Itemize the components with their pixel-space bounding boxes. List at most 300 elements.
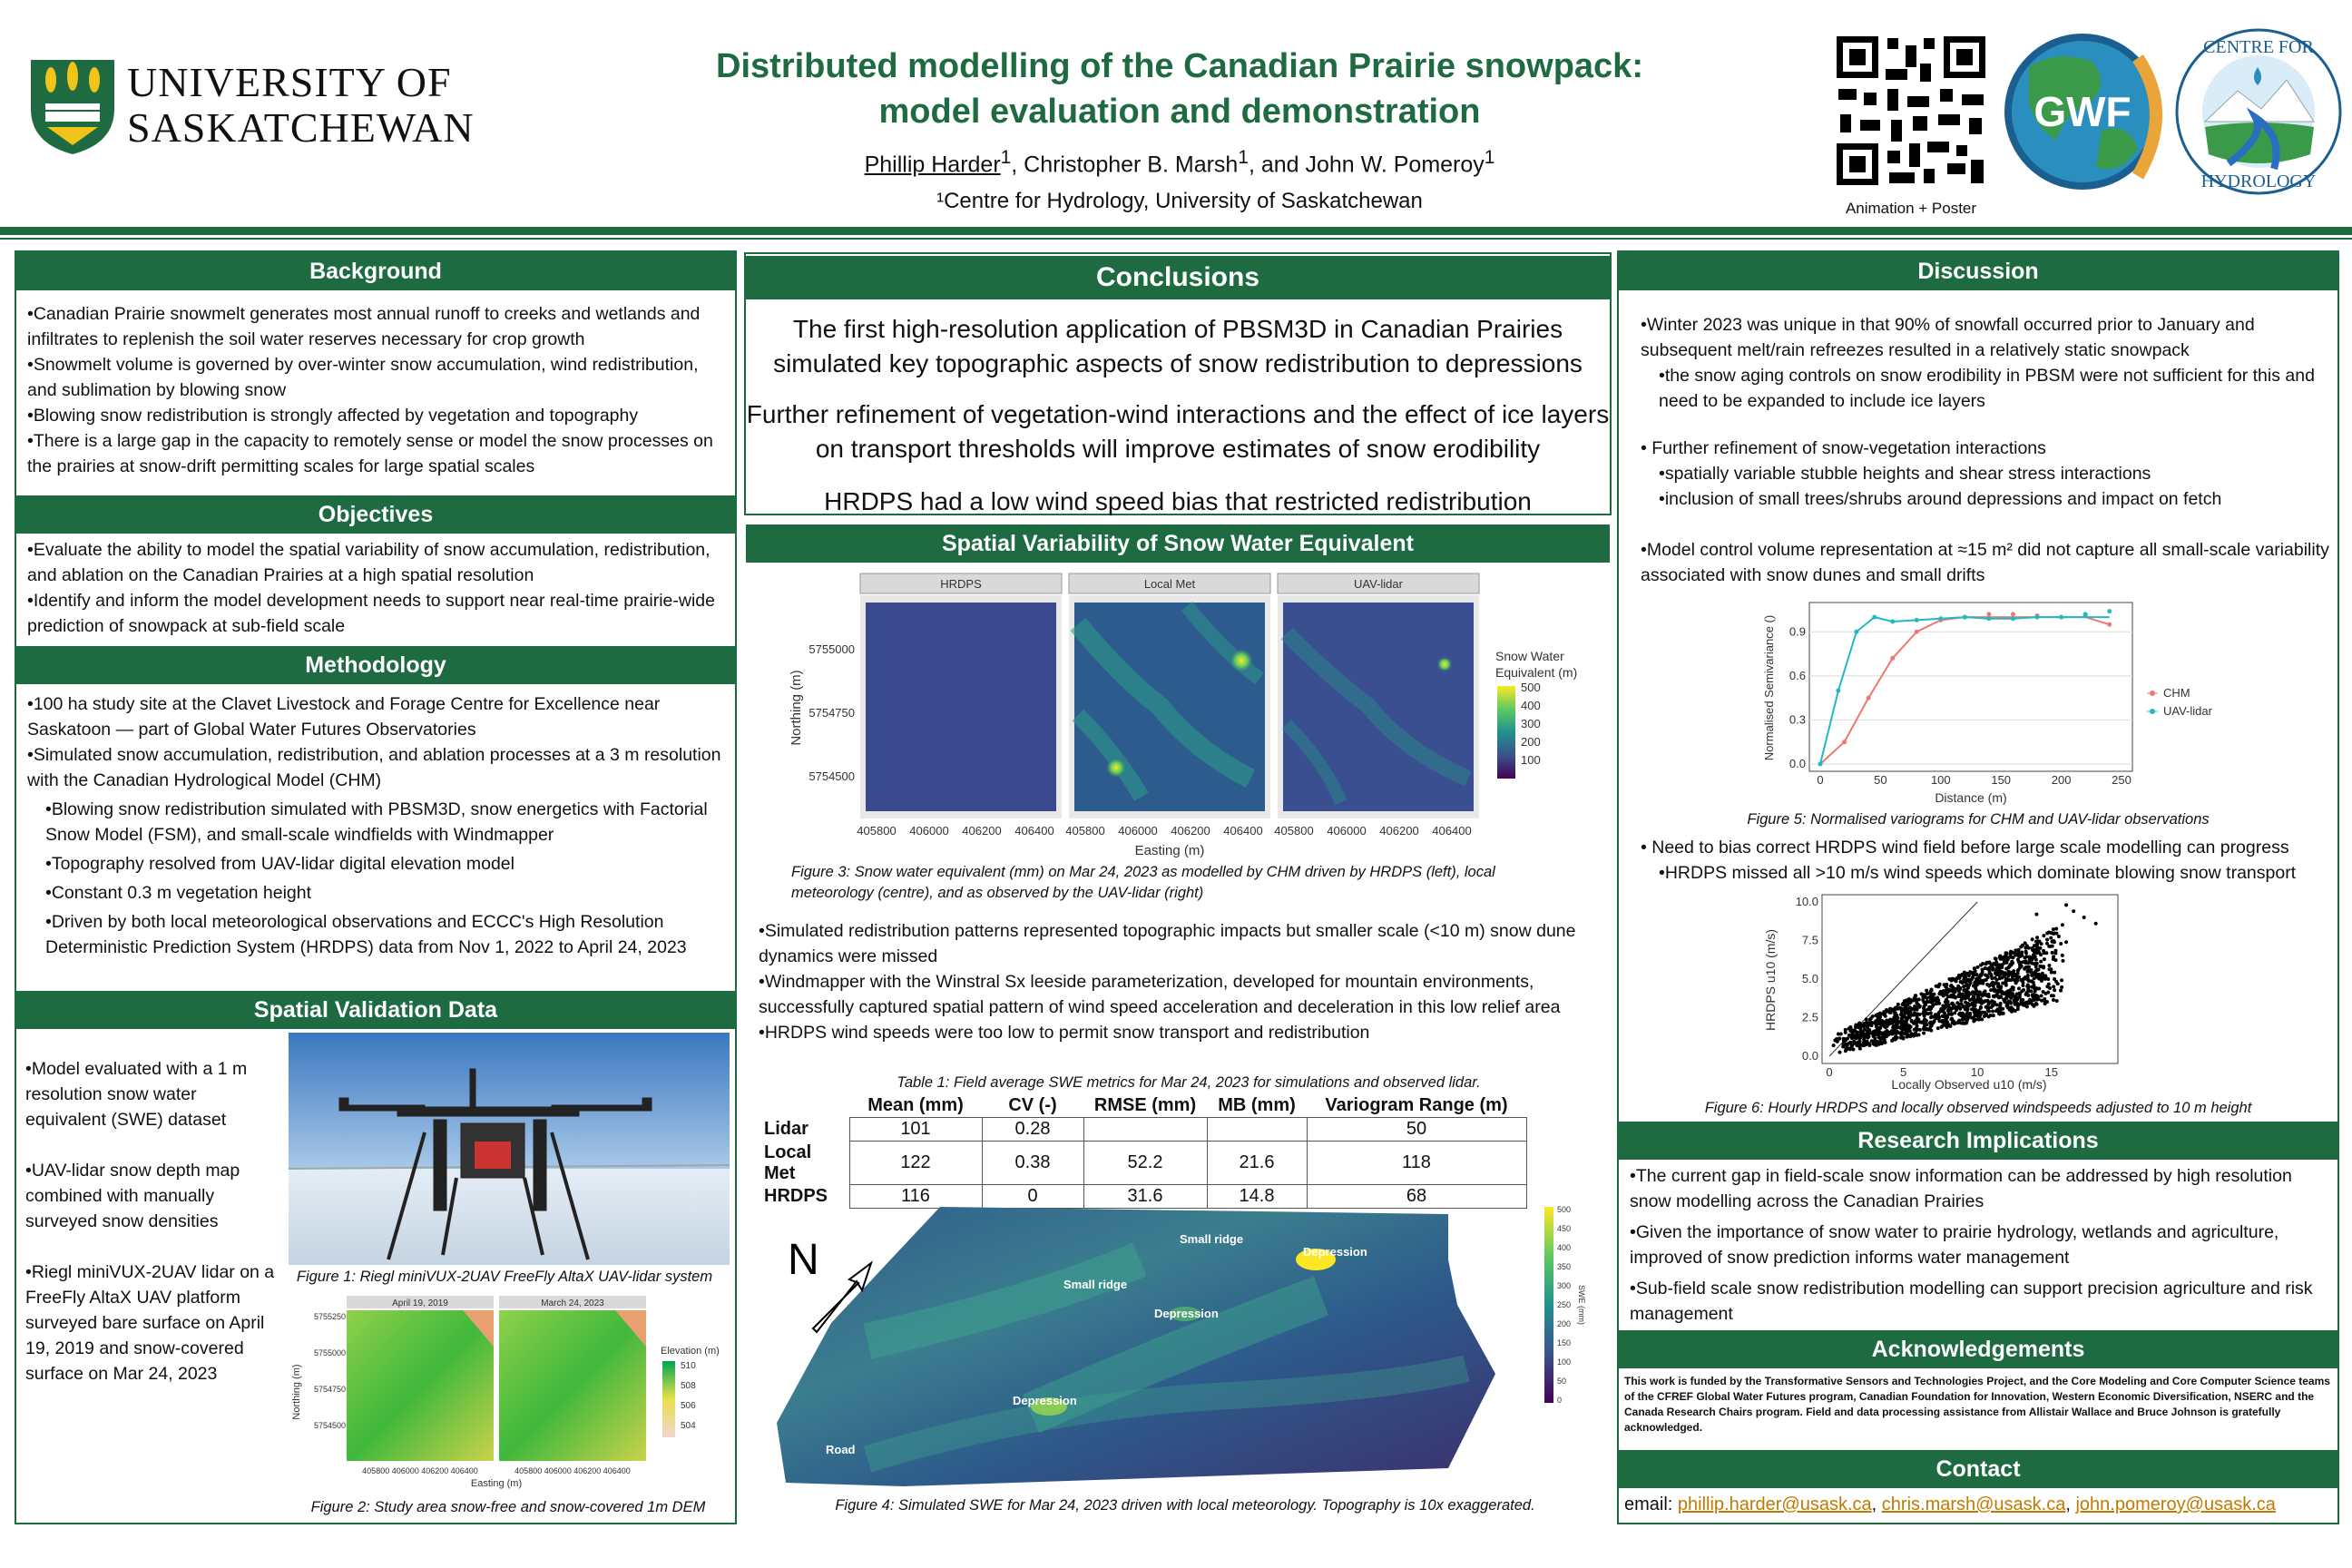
- fig6-point: [1923, 1025, 1926, 1029]
- fig6-ytick: 5.0: [1801, 972, 1818, 985]
- fig6-ytick: 7.5: [1801, 933, 1818, 947]
- fig6-point: [2009, 971, 2013, 975]
- conclusion-1: The first high-resolution application of PBSM3D in Canadian Prairies simulated key topographic aspects of snow redistribution to depressions: [773, 315, 1583, 377]
- fig6-point: [1908, 1005, 1912, 1009]
- fig6-point: [1913, 1011, 1916, 1014]
- fig4-legend-tick: 350: [1557, 1262, 1572, 1271]
- fig5-ytick: 0.9: [1788, 624, 1806, 639]
- fig6-point: [2038, 939, 2042, 943]
- fig6-point: [1949, 989, 1953, 993]
- fig6-point: [1963, 1022, 1966, 1025]
- fig6-point: [2042, 934, 2045, 937]
- fig4-legend-tick: 300: [1557, 1281, 1572, 1290]
- fig6-point: [1906, 1003, 1909, 1006]
- fig2-ytick: 5754750: [314, 1385, 347, 1394]
- fig6-point: [1976, 1016, 1980, 1020]
- table-cell: 68: [1307, 1185, 1526, 1209]
- fig6-point: [1945, 1005, 1949, 1009]
- affiliation: ¹Centre for Hydrology, University of Saskatchewan: [936, 189, 1423, 213]
- fig6-point: [2059, 942, 2063, 946]
- fig6-point: [2045, 932, 2049, 936]
- fig6-xlabel: Locally Observed u10 (m/s): [1891, 1077, 2047, 1092]
- fig3-legend-tick: 200: [1521, 735, 1541, 749]
- fig5-point: [1915, 618, 1919, 622]
- fig6-point: [2021, 944, 2024, 947]
- fig4-legend-tick: 450: [1557, 1224, 1572, 1233]
- research-item: •Given the importance of snow water to prairie hydrology, wetlands and agriculture, improved of snow prediction informs water management: [1630, 1222, 2279, 1268]
- fig6-point: [1917, 997, 1921, 1001]
- fig6-point: [2043, 997, 2046, 1001]
- table-cell: 118: [1307, 1142, 1526, 1185]
- fig3-legend-tick: 100: [1521, 753, 1541, 767]
- qr-caption: Animation + Poster: [1845, 200, 1977, 217]
- fig6-point: [1994, 962, 1998, 965]
- title-line1: Distributed modelling of the Canadian Prairie snowpack:: [716, 47, 1643, 85]
- fig6-point: [2016, 1007, 2020, 1011]
- fig5-xtick: 100: [1930, 773, 1951, 787]
- fig6-point: [1941, 1019, 1945, 1023]
- fig6-point: [1975, 997, 1979, 1001]
- fig3-xtick: 405800: [1065, 824, 1105, 838]
- figure1-caption: Figure 1: Riegl miniVUX-2UAV FreeFly AltaX UAV-lidar system: [296, 1269, 713, 1285]
- fig6-point: [1905, 1018, 1908, 1022]
- sup-3: 1: [1484, 147, 1495, 168]
- fig6-point: [1977, 1012, 1981, 1015]
- fig4-label: Small ridge: [1180, 1232, 1244, 1246]
- fig6-point: [2049, 967, 2053, 971]
- figure3-swe-maps: [779, 570, 1604, 862]
- fig6-point: [2030, 974, 2034, 977]
- fig6-point: [2017, 995, 2021, 999]
- fig2-xlabel: Easting (m): [470, 1478, 523, 1489]
- fig6-point: [1925, 1019, 1928, 1023]
- fig5-point: [1867, 696, 1871, 701]
- fig6-point: [1848, 1025, 1852, 1029]
- fig6-point: [1901, 1037, 1905, 1041]
- fig3-ytick: 5755000: [808, 642, 855, 656]
- fig6-point: [2053, 971, 2056, 975]
- fig6-point: [1990, 975, 1994, 978]
- fig6-point: [1908, 1014, 1912, 1018]
- objectives-heading: Objectives: [16, 495, 735, 534]
- fig5-ytick: 0.6: [1788, 668, 1806, 682]
- research-text: [1630, 1163, 2328, 1327]
- fig3-legend-tick: 300: [1521, 717, 1541, 730]
- fig5-point: [2011, 616, 2015, 621]
- fig3-legend-tick: 500: [1521, 681, 1541, 694]
- fig6-point: [2022, 988, 2025, 992]
- fig5-point: [1842, 740, 1847, 744]
- fig6-point: [1956, 985, 1960, 988]
- fig3-panel-label: Local Met: [1143, 577, 1196, 591]
- fig6-point: [1894, 1011, 1897, 1014]
- fig6-point: [2017, 948, 2021, 952]
- fig6-point: [1900, 1031, 1904, 1034]
- fig6-point: [2009, 996, 2013, 1000]
- fig2-legend-tick: 506: [681, 1401, 696, 1411]
- fig6-point: [2054, 980, 2058, 984]
- fig6-point: [2035, 947, 2039, 951]
- fig5-point: [1836, 689, 1840, 693]
- fig6-point: [1986, 999, 1990, 1003]
- fig6-point: [1943, 1014, 1946, 1018]
- fig5-legend-lidar: UAV-lidar: [2163, 704, 2212, 718]
- fig2-xticks: 405800 406000 406200 406400: [514, 1466, 631, 1475]
- fig6-point: [1965, 1013, 1969, 1016]
- fig5-point: [1890, 656, 1895, 661]
- fig6-point: [1886, 1032, 1889, 1035]
- fig2-legend-tick: 504: [681, 1421, 696, 1431]
- table-header: MB (mm): [1218, 1095, 1296, 1115]
- fig6-point: [1910, 1019, 1914, 1023]
- fig6-point: [2030, 962, 2034, 965]
- fig6-point: [1999, 957, 2003, 961]
- fig6-point: [2061, 923, 2064, 926]
- fig6-point: [2042, 949, 2045, 953]
- fig6-point: [1915, 1018, 1918, 1022]
- fig6-point: [1959, 999, 1963, 1003]
- fig5-point: [1938, 616, 1943, 621]
- fig6-point: [2024, 991, 2028, 995]
- discussion-heading: Discussion: [1619, 252, 2337, 290]
- fig6-point: [2007, 965, 2011, 969]
- fig3-xtick: 406200: [962, 824, 1002, 838]
- methodology-heading: Methodology: [16, 646, 735, 684]
- fig6-point: [1955, 1001, 1959, 1004]
- fig6-point: [1949, 984, 1953, 987]
- fig6-point: [2072, 909, 2075, 913]
- poster-title: [635, 44, 1724, 134]
- swe-text: [759, 918, 1612, 1045]
- fig6-point: [1989, 988, 1993, 992]
- fig5-point: [2107, 609, 2112, 613]
- logo-text-bottom: HYDROLOGY: [2200, 172, 2317, 191]
- fig4-legend-tick: 150: [1557, 1338, 1572, 1348]
- figure5-variogram-chart: [1760, 597, 2178, 808]
- fig3-panel-localmet: [1069, 573, 1270, 818]
- gwf-logo-text: GWF: [2034, 88, 2132, 135]
- fig4-legend-title: SWE (mm): [1577, 1285, 1586, 1325]
- fig4-legend-tick: 500: [1557, 1205, 1572, 1214]
- fig6-point: [1980, 972, 1984, 975]
- fig6-point: [2014, 973, 2018, 976]
- fig6-point: [1936, 985, 1940, 988]
- fig6-point: [1937, 1010, 1941, 1014]
- fig6-point: [2003, 955, 2006, 958]
- fig6-point: [2034, 913, 2038, 916]
- fig6-point: [1890, 1029, 1894, 1033]
- fig6-point: [1983, 992, 1986, 995]
- fig6-point: [2060, 985, 2063, 989]
- fig6-point: [2034, 994, 2038, 997]
- fig6-point: [2009, 950, 2013, 954]
- fig6-point: [2054, 926, 2058, 930]
- ack-heading: Acknowledgements: [1619, 1330, 2337, 1368]
- fig3-xtick: 406400: [1432, 824, 1472, 838]
- figure3-caption: Figure 3: Snow water equivalent (mm) on Mar 24, 2023 as modelled by CHM driven by HRDPS (left), local meteorology (centre), and as observed by the UAV-lidar (right): [791, 864, 1495, 901]
- fig6-point: [1982, 978, 1985, 982]
- fig6-point: [2044, 951, 2048, 955]
- fig6-point: [1894, 1017, 1897, 1021]
- fig6-point: [1890, 1039, 1894, 1043]
- fig6-point: [1945, 1021, 1949, 1024]
- table-row: [759, 1142, 1526, 1185]
- fig6-point: [2030, 956, 2034, 960]
- fig6-point: [2055, 932, 2059, 936]
- fig6-point: [1906, 1035, 1909, 1039]
- fig3-xlabel: Easting (m): [1134, 843, 1205, 858]
- fig6-point: [2047, 964, 2051, 967]
- table-cell: 0.38: [982, 1142, 1083, 1185]
- fig6-point: [1878, 1040, 1882, 1044]
- swe-item: •Windmapper with the Winstral Sx leeside parameterization, developed for mountain environments, successfully captured spatial pattern of wind speed acceleration and deceleration in this low relief area: [759, 972, 1561, 1017]
- validation-heading: Spatial Validation Data: [16, 991, 735, 1029]
- conclusion-2: Further refinement of vegetation-wind interactions and the effect of ice layers on transport thresholds will improve estimates of snow erodibility: [746, 400, 1610, 463]
- fig6-point: [1862, 1022, 1866, 1025]
- fig6-point: [2020, 954, 2024, 957]
- fig5-point: [1818, 762, 1823, 767]
- fig6-point: [1889, 1008, 1893, 1012]
- fig6-point: [1954, 990, 1957, 994]
- fig6-point: [1898, 1006, 1902, 1010]
- fig6-point: [1893, 1006, 1896, 1010]
- fig6-point: [2021, 984, 2024, 987]
- table-cell: 52.2: [1083, 1142, 1207, 1185]
- fig6-point: [1932, 1003, 1936, 1006]
- fig6-point: [2033, 976, 2036, 980]
- fig6-point: [2031, 937, 2034, 941]
- sup-2: 1: [1238, 147, 1249, 168]
- fig6-point: [2051, 945, 2054, 948]
- fig6-point: [1882, 1013, 1886, 1016]
- table-row-label: Local Met: [764, 1142, 812, 1183]
- fig4-legend-tick: 400: [1557, 1243, 1572, 1252]
- fig6-point: [2060, 978, 2063, 982]
- fig5-point: [2035, 615, 2040, 620]
- centre-hydrology-logo: [2174, 27, 2343, 196]
- fig6-point: [1968, 992, 1972, 995]
- table-cell: 31.6: [1083, 1185, 1207, 1209]
- fig6-point: [2043, 977, 2047, 981]
- fig6-point: [1958, 1006, 1962, 1010]
- fig6-point: [1978, 991, 1982, 995]
- background-item: •Canadian Prairie snowmelt generates most annual runoff to creeks and wetlands and infiltrates to replenish the soil water reserves necessary for crop growth: [27, 304, 701, 349]
- fig3-ytick: 5754750: [808, 706, 855, 720]
- table-row: [759, 1118, 1526, 1142]
- university-name-line1: UNIVERSITY OF: [127, 59, 452, 105]
- method-subitem: •Constant 0.3 m vegetation height: [45, 883, 312, 903]
- fig6-point: [1891, 1025, 1895, 1029]
- qr-code-icon[interactable]: [1833, 33, 1989, 189]
- fig2-ytick: 5755000: [314, 1348, 347, 1357]
- fig6-point: [1936, 1000, 1939, 1004]
- sup-1: 1: [1000, 147, 1012, 168]
- method-item: •100 ha study site at the Clavet Livestock and Forage Centre for Excellence near Saskatoon — part of Global Water Futures Observatories: [27, 694, 661, 740]
- fig6-point: [2026, 983, 2030, 986]
- discussion-item: •Winter 2023 was unique in that 90% of snowfall occurred prior to January and subsequent melt/rain refreezes resulted in a relatively static snowpack: [1641, 315, 2255, 360]
- fig6-point: [1907, 1025, 1911, 1029]
- fig6-point: [2045, 937, 2049, 941]
- conclusion-3: HRDPS had a low wind speed bias that restricted redistribution: [824, 487, 1532, 515]
- fig6-point: [1995, 1003, 1999, 1006]
- fig6-point: [1976, 995, 1980, 998]
- table-cell: 21.6: [1207, 1142, 1307, 1185]
- fig6-point: [1925, 989, 1928, 993]
- fig6-point: [1965, 984, 1968, 987]
- fig6-point: [1916, 1024, 1919, 1028]
- fig6-point: [2023, 967, 2026, 971]
- fig6-point: [1927, 1005, 1931, 1009]
- table-cell: [1083, 1118, 1207, 1142]
- fig6-point: [2055, 999, 2059, 1003]
- fig6-point: [1973, 966, 1976, 970]
- methodology-text: [27, 691, 726, 960]
- fig6-point: [1984, 974, 1987, 977]
- fig6-point: [1885, 1010, 1888, 1014]
- fig6-xtick: 10: [1970, 1065, 1984, 1079]
- fig6-point: [1964, 1001, 1967, 1004]
- figure4-3d-swe: [759, 1196, 1612, 1501]
- fig3-panel-label: UAV-lidar: [1354, 577, 1403, 591]
- fig5-xtick: 250: [2112, 773, 2132, 787]
- fig6-ytick: 0.0: [1801, 1049, 1818, 1063]
- fig6-point: [1838, 1051, 1841, 1054]
- fig6-point: [1859, 1034, 1863, 1037]
- validation-text: [25, 1056, 278, 1387]
- fig6-point: [2008, 1000, 2012, 1004]
- fig6-point: [2049, 936, 2053, 940]
- fig6-point: [2014, 1003, 2017, 1006]
- fig2-ylabel: Northing (m): [291, 1364, 302, 1420]
- fig6-point: [1862, 1039, 1866, 1043]
- fig5-xtick: 0: [1817, 773, 1824, 787]
- fig6-point: [2017, 986, 2021, 990]
- fig6-point: [1994, 956, 1997, 960]
- fig6-point: [2082, 916, 2086, 919]
- fig6-xtick: 0: [1826, 1065, 1833, 1079]
- fig6-point: [1998, 1004, 2002, 1008]
- fig3-xtick: 406200: [1379, 824, 1419, 838]
- fig4-label: Small ridge: [1063, 1278, 1128, 1291]
- fig4-legend-tick: 50: [1557, 1377, 1567, 1386]
- fig6-point: [2043, 957, 2046, 961]
- validation-item: •Riegl miniVUX-2UAV lidar on a FreeFly AltaX UAV platform surveyed bare surface on April 19, 2019 and snow-covered surface on Mar 24, 2023: [25, 1262, 275, 1384]
- fig4-legend-tick: 250: [1557, 1300, 1572, 1309]
- fig6-point: [1936, 1026, 1940, 1030]
- fig6-point: [2053, 940, 2056, 944]
- fig6-point: [1992, 995, 1995, 998]
- fig4-label: Road: [826, 1443, 856, 1456]
- fig6-point: [2027, 946, 2031, 950]
- fig2-panel-label: March 24, 2023: [541, 1298, 604, 1308]
- fig3-xtick: 406200: [1171, 824, 1210, 838]
- fig5-ylabel: Normalised Semivariance (): [1762, 614, 1776, 761]
- fig6-point: [2006, 957, 2010, 961]
- fig6-point: [2043, 1002, 2047, 1005]
- fig6-point: [2024, 955, 2028, 958]
- fig6-point: [2031, 948, 2034, 952]
- email-link-harder[interactable]: phillip.harder@usask.ca: [1677, 1494, 1872, 1514]
- fig6-point: [1900, 1018, 1904, 1022]
- fig6-point: [2050, 931, 2053, 935]
- fig6-point: [2024, 975, 2027, 979]
- fig6-point: [1957, 1019, 1961, 1023]
- fig6-point: [1876, 1029, 1879, 1033]
- fig6-point: [1924, 1003, 1927, 1006]
- fig6-point: [1928, 1000, 1932, 1004]
- fig5-point: [2059, 615, 2063, 620]
- fig6-point: [2061, 959, 2064, 963]
- fig6-point: [2024, 946, 2027, 949]
- fig6-point: [1973, 981, 1976, 985]
- fig6-point: [1850, 1036, 1854, 1040]
- fig6-point: [1842, 1039, 1846, 1043]
- discussion-subitem: •HRDPS missed all >10 m/s wind speeds which dominate blowing snow transport: [1659, 863, 2297, 883]
- email-link-pomeroy[interactable]: john.pomeroy@usask.ca: [2075, 1494, 2276, 1514]
- fig2-legend-tick: 508: [681, 1381, 696, 1391]
- email-link-marsh[interactable]: chris.marsh@usask.ca: [1881, 1494, 2066, 1514]
- figure4-caption: Figure 4: Simulated SWE for Mar 24, 2023 driven with local meteorology. Topography is 10x exaggerated.: [835, 1497, 1535, 1514]
- contact-label: email:: [1624, 1494, 1678, 1514]
- fig6-point: [2005, 951, 2009, 955]
- fig6-point: [2094, 922, 2098, 926]
- fig6-point: [1992, 1014, 1995, 1017]
- fig6-point: [2042, 965, 2045, 968]
- fig6-point: [1845, 1047, 1848, 1051]
- fig6-point: [1920, 1021, 1924, 1024]
- fig6-point: [1887, 1023, 1891, 1026]
- fig5-point: [1963, 615, 1967, 620]
- fig6-point: [1929, 1011, 1933, 1014]
- fig6-point: [1880, 1019, 1884, 1023]
- fig6-point: [1990, 1005, 1994, 1009]
- fig6-point: [1944, 1000, 1947, 1004]
- fig4-label: Depression: [1154, 1307, 1219, 1320]
- fig6-point: [1844, 1028, 1847, 1032]
- fig6-point: [2036, 968, 2040, 972]
- fig6-point: [1986, 1003, 1990, 1006]
- fig6-point: [1867, 1044, 1871, 1047]
- fig6-point: [2024, 1004, 2027, 1007]
- table-cell: 116: [849, 1185, 982, 1209]
- fig5-ytick: 0.3: [1788, 712, 1806, 727]
- fig6-point: [1947, 977, 1951, 981]
- fig6-point: [1925, 996, 1928, 1000]
- background-item: •There is a large gap in the capacity to remotely sense or model the snow processes on the prairies at snow-drift permitting scales for large spatial scales: [27, 431, 713, 476]
- fig6-point: [2052, 985, 2055, 988]
- fig6-point: [1912, 1033, 1916, 1036]
- fig5-point: [2011, 612, 2015, 616]
- fig4-label: Depression: [1303, 1245, 1367, 1259]
- contact-text: [1624, 1492, 2332, 1517]
- fig6-point: [2052, 927, 2055, 931]
- table-cell: 122: [849, 1142, 982, 1185]
- fig6-point: [1983, 1011, 1986, 1014]
- fig3-panel-hrdps: [860, 573, 1062, 818]
- fig6-point: [1903, 1005, 1906, 1009]
- fig6-point: [1922, 1006, 1926, 1010]
- authors: [635, 147, 1724, 178]
- fig6-point: [2021, 998, 2024, 1002]
- fig5-point: [1872, 615, 1877, 620]
- fig2-legend-tick: 510: [681, 1361, 696, 1371]
- fig6-point: [1884, 1025, 1887, 1029]
- fig6-point: [2052, 998, 2055, 1002]
- fig6-point: [1972, 1001, 1975, 1004]
- fig6-point: [1844, 1043, 1847, 1046]
- fig6-point: [2016, 968, 2020, 972]
- fig6-point: [1991, 1009, 1994, 1013]
